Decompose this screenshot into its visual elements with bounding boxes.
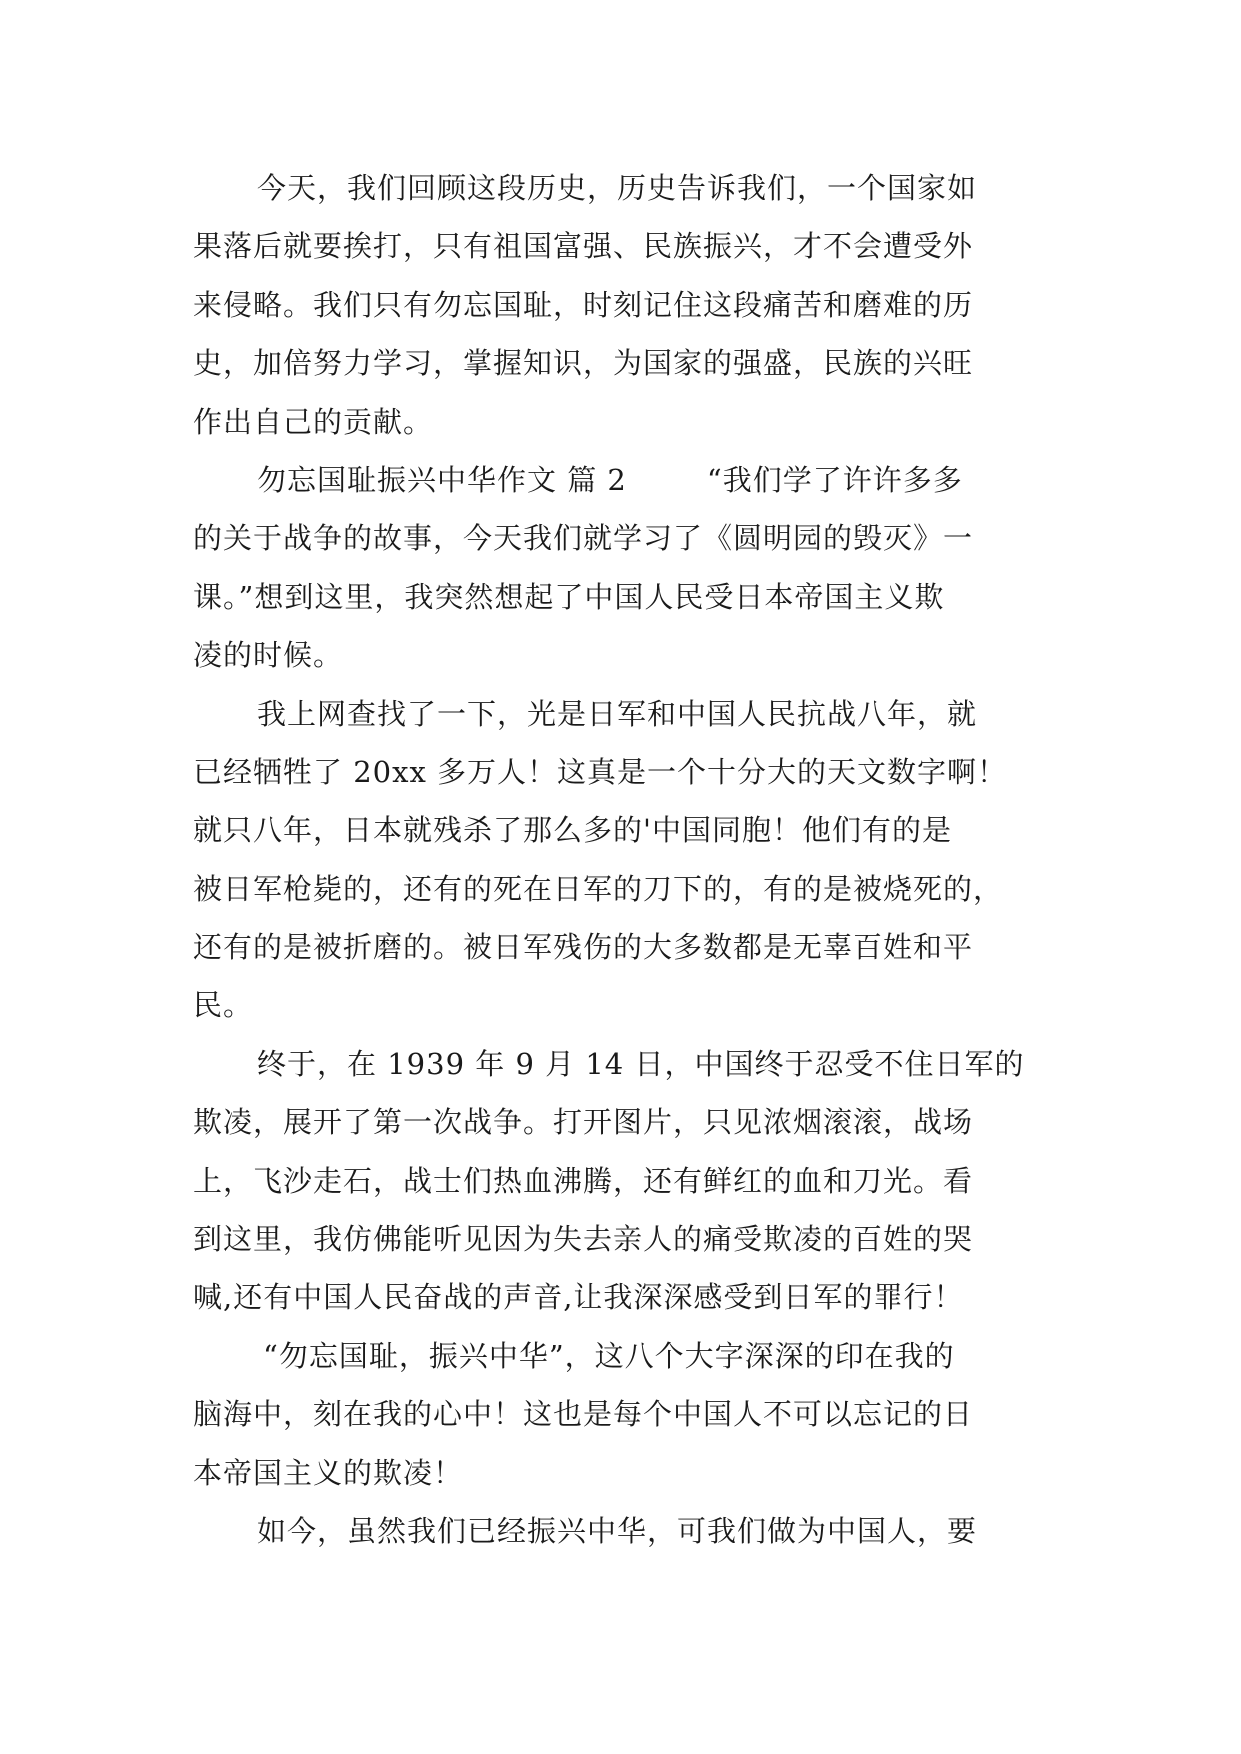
text-line: 果落后就要挨打，只有祖国富强、民族振兴，才不会遭受外 (193, 229, 974, 264)
text-line: 课。”想到这里，我突然想起了中国人民受日本帝国主义欺 (193, 579, 945, 614)
text-line: 欺凌，展开了第一次战争。打开图片，只见浓烟滚滚，战场 (193, 1105, 974, 1140)
text-line: 如今，虽然我们已经振兴中华，可我们做为中国人，要 (257, 1513, 978, 1548)
text-line (193, 451, 1053, 509)
essay-section-heading: 勿忘国耻振兴中华作文 篇 2 (257, 462, 627, 497)
text-line: 上，飞沙走石，战士们热血沸腾，还有鲜红的血和刀光。看 (193, 1163, 974, 1198)
text-line: 来侵略。我们只有勿忘国耻，时刻记住这段痛苦和磨难的历 (193, 287, 974, 322)
text-line: 就只八年，日本就残杀了那么多的'中国同胞！他们有的是 (193, 813, 952, 848)
text-line: 终于，在 1939 年 9 月 14 日，中国终于忍受不住日军的 (257, 1046, 1025, 1081)
text-line: 脑海中，刻在我的心中！这也是每个中国人不可以忘记的日 (193, 1397, 974, 1432)
text-line: 的关于战争的故事，今天我们就学习了《圆明园的毁灭》一 (193, 521, 974, 556)
text-line: 还有的是被折磨的。被日军残伤的大多数都是无辜百姓和平 (193, 930, 974, 965)
text-line: 喊,还有中国人民奋战的声音,让我深深感受到日军的罪行！ (193, 1280, 964, 1315)
text-line: 被日军枪毙的，还有的死在日军的刀下的，有的是被烧死的， (193, 871, 1004, 906)
text-line: “勿忘国耻，振兴中华”，这八个大字深深的印在我的 (263, 1338, 955, 1373)
text-segment: “我们学了许许多多 (706, 462, 963, 497)
text-line: 民。 (193, 988, 254, 1023)
text-line: 今天，我们回顾这段历史，历史告诉我们，一个国家如 (257, 171, 978, 205)
text-line: 作出自己的贡献。 (193, 404, 434, 439)
text-line: 凌的时候。 (193, 638, 344, 673)
text-line: 已经牺牲了 20xx 多万人！这真是一个十分大的天文数字啊！ (193, 754, 1008, 789)
text-line: 本帝国主义的欺凌！ (193, 1455, 464, 1490)
text-line: 到这里，我仿佛能听见因为失去亲人的痛受欺凌的百姓的哭 (193, 1222, 974, 1257)
text-line: 史，加倍努力学习，掌握知识，为国家的强盛，民族的兴旺 (193, 346, 974, 381)
essay-body (193, 159, 1053, 1560)
text-line: 我上网查找了一下，光是日军和中国人民抗战八年，就 (257, 696, 978, 731)
